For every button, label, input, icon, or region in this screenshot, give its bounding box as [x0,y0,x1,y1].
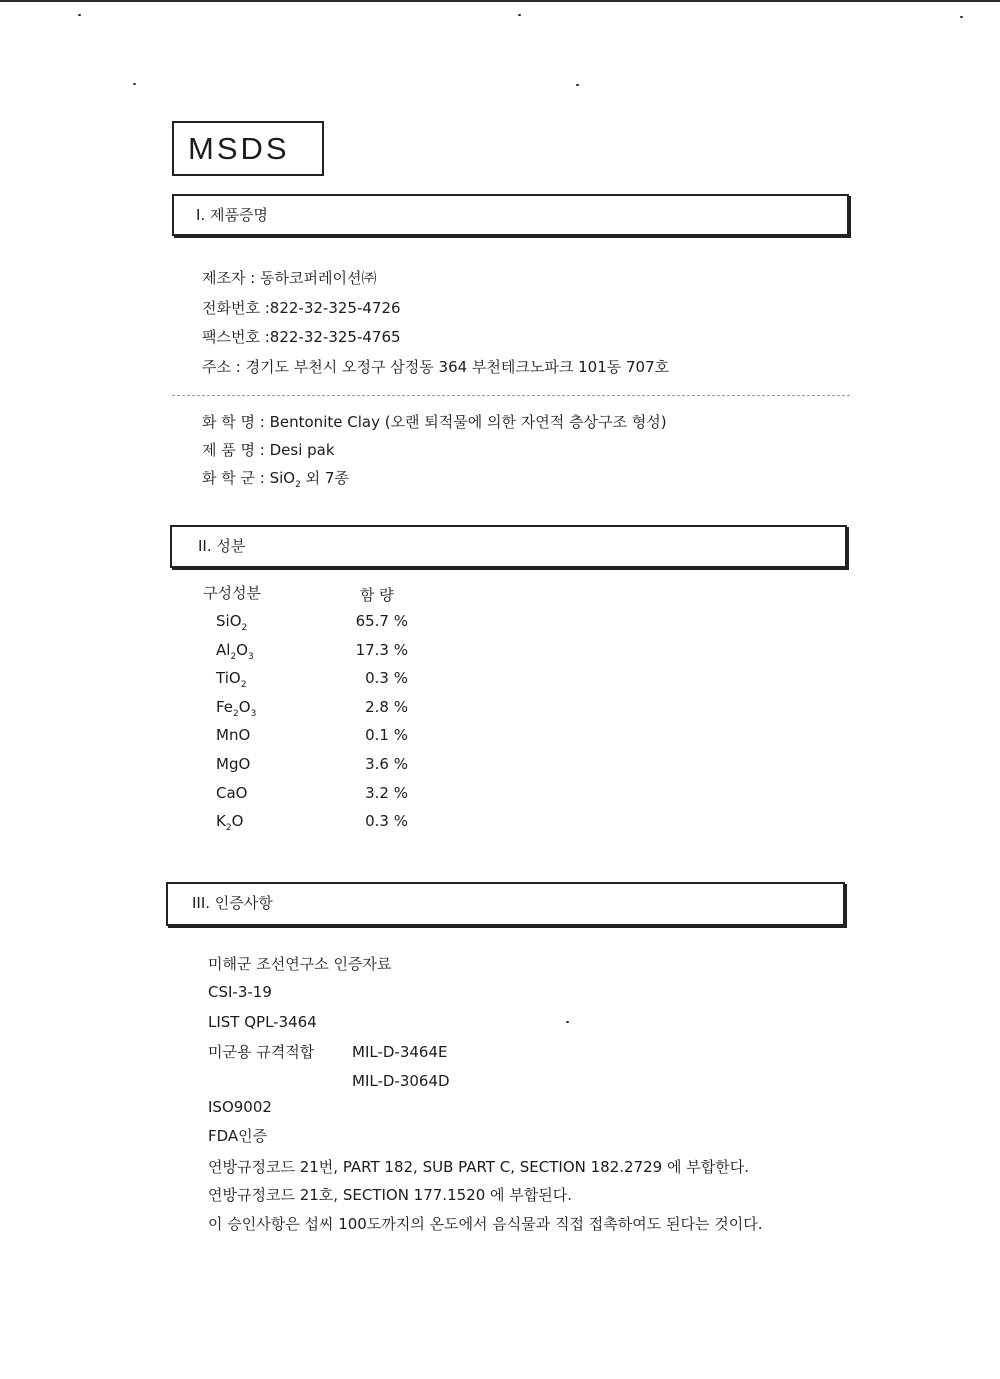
cert-line: FDA인증 [208,1127,268,1145]
document-title: MSDS [172,121,324,176]
component-symbol: SiO [216,612,242,630]
phone-line: 전화번호 :822-32-325-4726 [202,299,401,317]
component-subscript: 3 [250,708,257,719]
scan-speck [566,1021,569,1023]
address-line: 주소 : 경기도 부천시 오정구 삼정동 364 부천테크노파크 101동 707호 [202,358,670,376]
section-2-header [170,525,847,568]
component-symbol: Al [216,640,231,659]
chemical-group-prefix: 화 학 군 : SiO [202,469,296,487]
component-subscript: 2 [240,680,247,691]
scan-speck [133,83,136,85]
component-symbol: O [236,640,248,659]
component-symbol: TiO [216,669,241,688]
component-symbol: O [238,697,251,716]
component-symbol: MgO [216,755,251,773]
composition-row [216,641,416,665]
section-1-header [172,194,849,236]
scan-speck [518,14,521,16]
section-3-header [166,882,845,926]
chemical-name-line: 화 학 명 : Bentonite Clay (오랜 퇴적물에 의한 자연적 층상구조 형성) [202,413,667,431]
composition-row [216,812,416,836]
component-amount: 17.3 % [355,640,408,659]
amount-column-header: 함 량 [360,586,394,604]
component-name [216,812,243,833]
composition-row [216,669,416,693]
composition-row [216,612,416,636]
cert-line: 미해군 조선연구소 인증자료 [208,955,392,973]
component-name [216,612,247,633]
component-name [216,669,246,690]
scan-edge-line [0,0,1000,2]
component-name [216,755,250,776]
component-amount: 3.2 % [365,783,408,802]
composition-row [216,726,416,750]
component-amount: 0.3 % [365,669,408,688]
component-symbol: K [216,812,226,831]
component-symbol: O [231,812,244,831]
fax-line: 팩스번호 :822-32-325-4765 [202,328,401,346]
component-subscript: 2 [230,651,237,662]
section-1-title: I. 제품증명 [196,206,268,224]
chemical-group-line [202,468,349,495]
product-name-line: 제 품 명 : Desi pak [202,441,335,459]
cert-line: LIST QPL-3464 [208,1013,317,1031]
composition-row [216,755,416,779]
component-name [216,698,256,719]
component-amount: 3.6 % [365,755,408,773]
chemical-group-subscript: 2 [295,480,301,490]
component-name [216,726,250,747]
cert-line: 연방규정코드 21번, PART 182, SUB PART C, SECTION 182.2729 에 부합한다. [208,1158,749,1176]
component-name [216,641,254,662]
cert-line: ISO9002 [208,1098,272,1116]
cert-line: 미군용 규격적합 [208,1043,315,1061]
scan-speck [960,16,963,18]
component-amount: 2.8 % [365,697,408,716]
cert-line: 이 승인사항은 섭씨 100도까지의 온도에서 음식물과 직접 접촉하여도 된다는 것이다. [208,1215,763,1233]
cert-line: CSI-3-19 [208,983,272,1001]
manufacturer-line: 제조자 : 동하코퍼레이션㈜ [202,269,377,287]
component-column-header: 구성성분 [203,584,261,602]
component-subscript: 3 [247,651,254,662]
component-name [216,784,247,805]
component-symbol: MnO [216,726,251,745]
dotted-divider [172,395,850,396]
composition-row [216,698,416,722]
component-amount: 0.3 % [365,812,408,831]
scan-speck [78,14,81,16]
component-amount: 65.7 % [355,612,408,630]
component-symbol: Fe [216,697,234,716]
cert-line: 연방규정코드 21호, SECTION 177.1520 에 부합된다. [208,1186,573,1204]
chemical-group-suffix: 외 7종 [300,469,349,487]
section-3-title: III. 인증사항 [192,894,273,912]
component-subscript: 2 [233,708,239,719]
mil-spec: MIL-D-3464E [352,1043,448,1061]
component-subscript: 2 [225,823,232,834]
scan-speck [576,84,579,86]
composition-row [216,784,416,808]
component-amount: 0.1 % [365,726,408,745]
mil-spec: MIL-D-3064D [352,1072,450,1090]
component-subscript: 2 [241,623,248,633]
section-2-title: II. 성분 [198,537,246,555]
component-symbol: CaO [216,783,248,802]
